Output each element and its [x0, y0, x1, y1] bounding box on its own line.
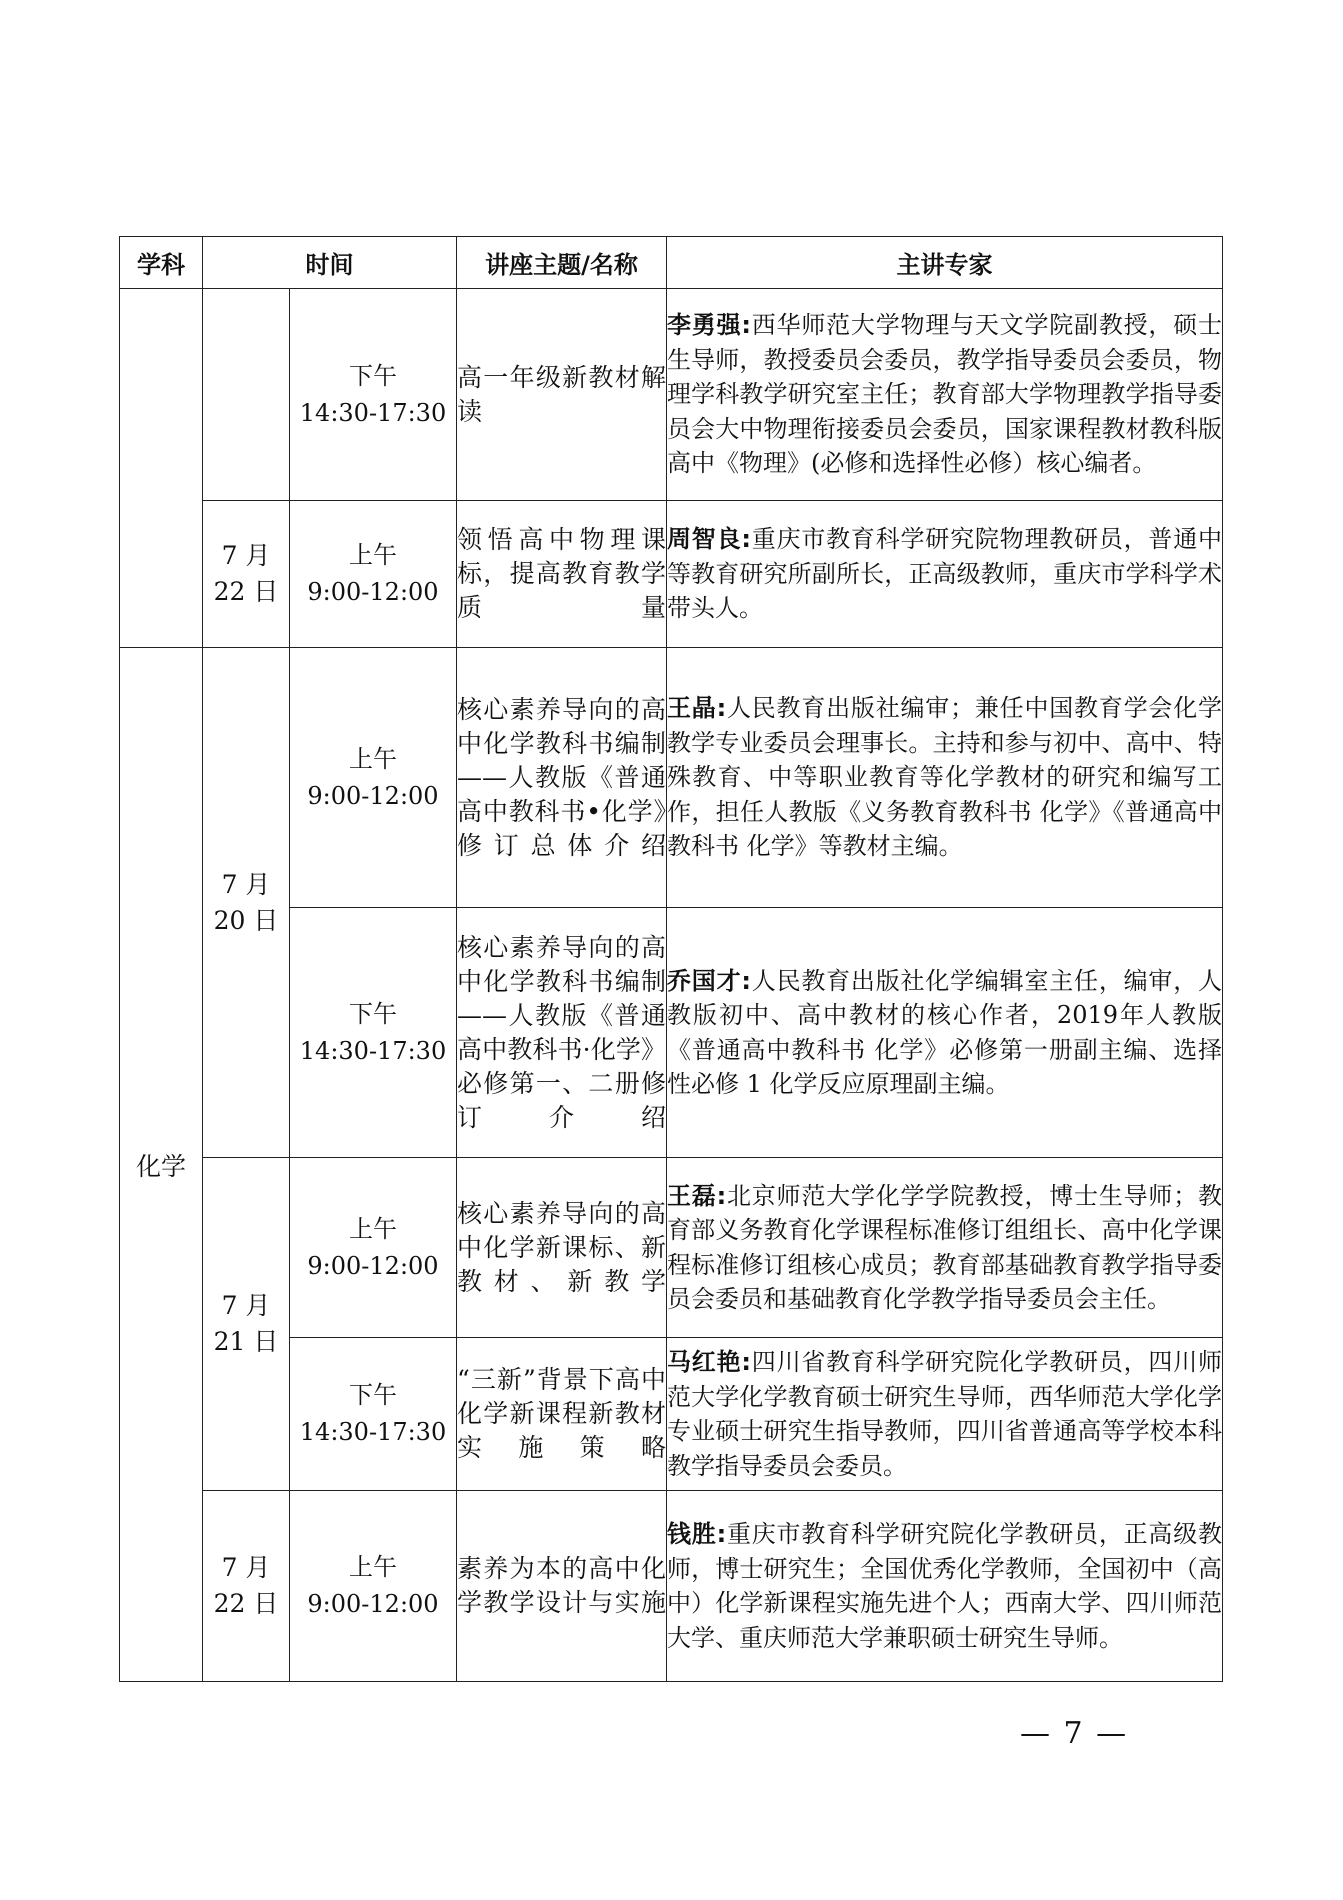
session-label: 下午: [349, 361, 397, 390]
session-label: 下午: [349, 999, 397, 1028]
subject-cell-chemistry: 化学: [120, 648, 203, 1682]
topic-cell: 素养为本的高中化学教学设计与实施: [457, 1491, 667, 1682]
expert-cell: [667, 1158, 1223, 1338]
table-row: [120, 1158, 1223, 1338]
header-subject: 学科: [120, 237, 203, 289]
table-row: [120, 1491, 1223, 1682]
expert-cell: [667, 1491, 1223, 1682]
topic-cell: 核心素养导向的高中化学教科书编制——人教版《普通高中教科书·化学》 必修第一、二册修订介绍: [457, 908, 667, 1158]
expert-cell: [667, 501, 1223, 648]
session-label: 上午: [349, 1553, 397, 1581]
session-label: 下午: [349, 1381, 397, 1409]
expert-cell: [667, 289, 1223, 501]
session-hours: 9:00-12:00: [307, 1251, 439, 1280]
date-cell: 7 月 20 日: [203, 648, 290, 1158]
expert-name: 马红艳:: [667, 1348, 751, 1376]
table-row: [120, 289, 1223, 501]
header-topic: 讲座主题/名称: [457, 237, 667, 289]
session-hours: 9:00-12:00: [307, 781, 439, 810]
session-hours: 9:00-12:00: [307, 578, 439, 606]
topic-cell: 核心素养导向的高中化学新课标、新教材、新教学: [457, 1158, 667, 1338]
session-hours: 14:30-17:30: [299, 398, 447, 427]
expert-cell: [667, 908, 1223, 1158]
date-cell: 7 月 22 日: [203, 501, 290, 648]
session-hours: 14:30-17:30: [299, 1036, 447, 1065]
expert-name: 王晶:: [667, 694, 727, 723]
expert-bio: 四川省教育科学研究院化学教研员，四川师范大学化学教育硕士研究生导师，西华师范大学化学专业硕士研究生指导教师，四川省普通高等学校本科教学指导委员会委员。: [667, 1348, 1223, 1480]
session-label: 上午: [349, 541, 397, 569]
subject-cell-physics: [120, 289, 203, 648]
expert-cell: [667, 648, 1223, 908]
expert-name: 钱胜:: [667, 1520, 727, 1548]
expert-bio: 重庆市教育科学研究院物理教研员，普通中等教育研究所副所长，正高级教师，重庆市学科学术带头人。: [667, 525, 1223, 623]
date-cell: [203, 289, 290, 501]
table-header-row: [120, 237, 1223, 289]
expert-name: 李勇强:: [667, 311, 751, 340]
time-cell: [290, 289, 457, 501]
topic-cell: 高一年级新教材解读: [457, 289, 667, 501]
expert-name: 王磊:: [667, 1181, 727, 1210]
topic-cell: 领悟高中物理课标，提高教育教学质量: [457, 501, 667, 648]
topic-cell: “三新”背景下高中化学新课程新教材实施策略: [457, 1338, 667, 1491]
time-cell: [290, 501, 457, 648]
session-hours: 9:00-12:00: [307, 1590, 439, 1618]
time-cell: [290, 1491, 457, 1682]
table-row: [120, 501, 1223, 648]
expert-cell: [667, 1338, 1223, 1491]
header-expert: 主讲专家: [667, 237, 1223, 289]
time-cell: [290, 1338, 457, 1491]
time-cell: [290, 908, 457, 1158]
expert-bio: 重庆市教育科学研究院化学教研员，正高级教师，博士研究生；全国优秀化学教师，全国初中（高中）化学新课程实施先进个人；西南大学、四川师范大学、重庆师范大学兼职硕士研究生导师。: [667, 1520, 1222, 1652]
expert-bio: 西华师范大学物理与天文学院副教授，硕士生导师，教授委员会委员，教学指导委员会委员，物理学科教学研究室主任；教育部大学物理教学指导委员会大中物理衔接委员会委员，国家课程教材教科版高中《物理》(必修和选择性必修）核心编者。: [667, 311, 1223, 478]
page-number: — 7 —: [1020, 1716, 1129, 1751]
session-label: 上午: [349, 1214, 397, 1243]
topic-cell: 核心素养导向的高中化学教科书编制——人教版《普通高中教科书•化学》修订总体介绍: [457, 648, 667, 908]
expert-bio: 北京师范大学化学学院教授，博士生导师；教育部义务教育化学课程标准修订组组长、高中化学课程标准修订组核心成员；教育部基础教育教学指导委员会委员和基础教育化学教学指导委员会主任。: [667, 1181, 1222, 1313]
schedule-table: [119, 236, 1223, 1682]
expert-bio: 人民教育出版社编审；兼任中国教育学会化学教学专业委员会理事长。主持和参与初中、高中、特殊教育、中等职业教育等化学教材的研究和编写工作，担任人教版《义务教育教科书 化学》《普通高中教科书 化学》等教材主编。: [667, 694, 1222, 861]
session-hours: 14:30-17:30: [299, 1418, 447, 1446]
expert-bio: 人民教育出版社化学编辑室主任，编审，人教版初中、高中教材的核心作者，2019年人教版《普通高中教科书 化学》必修第一册副主编、选择性必修 1 化学反应原理副主编。: [667, 966, 1223, 1098]
date-cell: 7 月 22 日: [203, 1491, 290, 1682]
expert-name: 周智良:: [667, 525, 751, 554]
header-time: 时间: [203, 237, 457, 289]
table-row: [120, 648, 1223, 908]
session-label: 上午: [349, 744, 397, 773]
expert-name: 乔国才:: [667, 966, 751, 995]
time-cell: [290, 1158, 457, 1338]
time-cell: [290, 648, 457, 908]
date-cell: 7 月 21 日: [203, 1158, 290, 1491]
